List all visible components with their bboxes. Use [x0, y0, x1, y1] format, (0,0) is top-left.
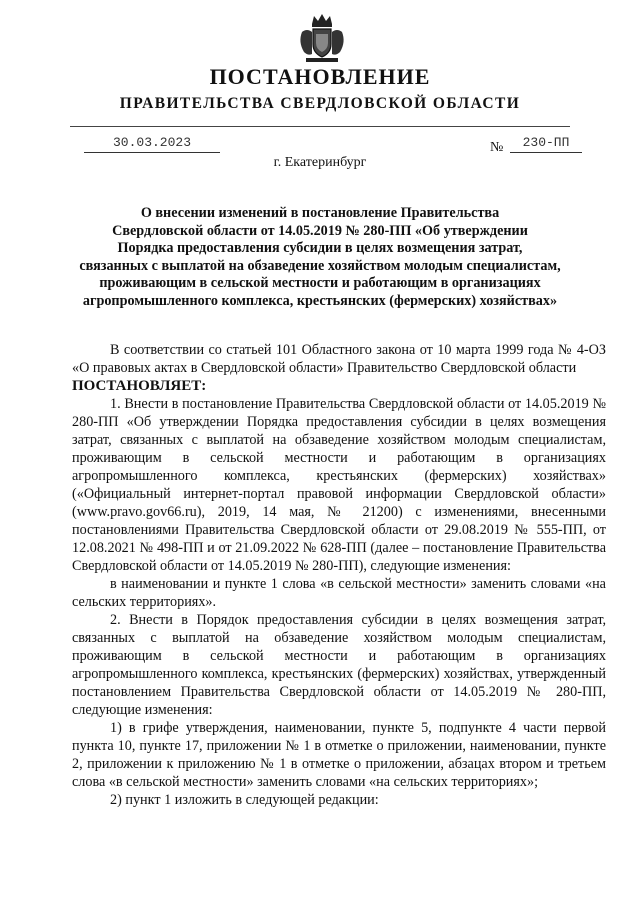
heading-line: проживающим в сельской местности и работающим в организациях	[99, 275, 541, 292]
item-2-sub-1-paragraph: 1) в грифе утверждения, наименовании, пункте 5, подпункте 4 части первой пункта 10, пункте 17, приложении № 1 в отметке о приложении, наименовании, пункте 2, приложении к приложению № 1 в отметке о приложении, абзацах втором и третьем слова «в сельской местности» заменить словами «на сельских территориях»;	[72, 720, 606, 790]
item-1-change-paragraph: в наименовании и пункте 1 слова «в сельской местности» заменить словами «на сельских территориях».	[72, 576, 606, 610]
heading-line: агропромышленного комплекса, крестьянских (фермерских) хозяйствах»	[82, 292, 558, 309]
header-divider	[70, 126, 570, 127]
heading-line: связанных с выплатой на обзаведение хозяйством молодым специалистам,	[79, 257, 561, 274]
document-body	[72, 341, 606, 809]
heading-line: Свердловской области от 14.05.2019 № 280-ПП «Об утверждении	[112, 222, 528, 239]
issuing-authority: ПРАВИТЕЛЬСТВА СВЕРДЛОВСКОЙ ОБЛАСТИ	[119, 95, 521, 112]
document-number: 230-ПП	[510, 135, 582, 153]
document-city: г. Екатеринбург	[273, 155, 367, 170]
number-sign: №	[490, 140, 504, 155]
document-date: 30.03.2023	[84, 135, 220, 153]
document-title: ПОСТАНОВЛЕНИЕ	[209, 64, 431, 89]
decree-word: ПОСТАНОВЛЯЕТ:	[72, 378, 207, 394]
item-2-sub-2-paragraph: 2) пункт 1 изложить в следующей редакции:	[110, 792, 379, 808]
intro-paragraph: В соответствии со статьей 101 Областного закона от 10 марта 1999 года № 4-ОЗ «О правовых актах в Свердловской области» Правительство Свердловской области	[72, 342, 606, 376]
coat-of-arms-icon	[294, 10, 350, 66]
heading-line: Порядка предоставления субсидии в целях возмещения затрат,	[117, 240, 523, 257]
item-1-paragraph: 1. Внести в постановление Правительства Свердловской области от 14.05.2019 № 280-ПП «Об утверждении Порядка предоставления субсидии в целях возмещения затрат, связанных с выплатой на обзаведение хозяйством молодым специалистам, проживающим в сельской местности и работающим в организациях агропромышленного комплекса, крестьянских (фермерских) хозяйствах» («Официальный интернет-портал правовой информации Свердловской области» (www.pravo.gov66.ru), 2019, 14 мая, № 21200) с изменениями, внесенными постановлениями Правительства Свердловской области от 29.08.2019 № 555-ПП, от 12.08.2021 № 498-ПП и от 21.09.2022 № 628-ПП (далее – постановление Правительства Свердловской области от 14.05.2019 № 280-ПП), следующие изменения:	[72, 396, 606, 574]
heading-line: О внесении изменений в постановление Правительства	[140, 205, 500, 221]
document-heading	[70, 205, 570, 311]
item-2-paragraph: 2. Внести в Порядок предоставления субсидии в целях возмещения затрат, связанных с выплатой на обзаведение хозяйством молодым специалистам, проживающим в сельской местности и работающим в организациях агропромышленного комплекса, крестьянских (фермерских) хозяйствах, утвержденный постановлением Правительства Свердловской области от 14.05.2019 № 280-ПП, следующие изменения:	[72, 612, 606, 718]
